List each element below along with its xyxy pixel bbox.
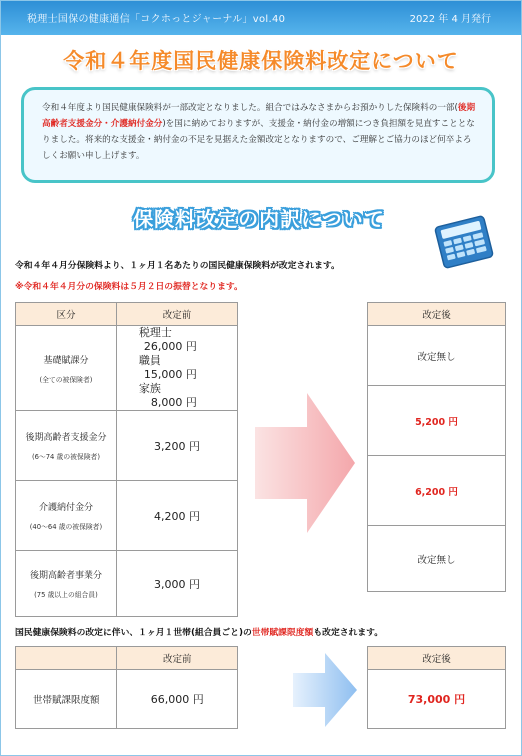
category-label: 後期高齢者支援金分 [25, 433, 107, 443]
category-note: (40～64 歳の被保険者) [29, 523, 103, 531]
notice-highlight: 後期高齢者支援金分・介護納付金分 [42, 103, 476, 129]
row-category [16, 551, 117, 617]
amount: 26,000 円 [143, 340, 197, 353]
arrow-right-icon [255, 393, 355, 533]
limit-after-table [367, 646, 506, 729]
after-value: 5,200 円 [368, 386, 506, 456]
limit-before-value: 66,000 円 [117, 670, 238, 729]
row-category [16, 411, 117, 481]
amount: 3,200 円 [116, 411, 237, 481]
base-amounts [116, 326, 237, 411]
after-value: 6,200 円 [368, 456, 506, 526]
section-title: 保険料改定の内訳について [133, 207, 385, 231]
limit-text-2: も改定されます。 [313, 628, 384, 638]
amount: 8,000 円 [150, 396, 197, 409]
header-before: 改定前 [116, 303, 237, 326]
issue-date: 2022 年 4 月発行 [409, 14, 491, 25]
newsletter-name: 税理士国保の健康通信「コクホっとジャーナル」vol.40 [27, 14, 286, 25]
after-table [367, 302, 506, 592]
revision-statement: 令和４年４月分保険料より、１ヶ月１名あたりの国民健康保険料が改定されます。 [15, 261, 340, 271]
header-blank [16, 647, 117, 670]
notice-text-1: 令和４年度より国民健康保険料が一部改定となりました。組合ではみなさまからお預かりした保険料の一部( [42, 103, 458, 113]
amount: 15,000 円 [143, 368, 197, 381]
notice-text-2: )を国に納めておりますが、支援金・納付金の増額につき負担額を見直すこととなりました。将来的な支援金・納付金の不足を見据えた金額改定となりますので、ご理解とご協力のほど何卒よろしくお願い申し上げます。 [42, 119, 475, 161]
row-category [16, 481, 117, 551]
limit-label: 世帯賦課限度額 [16, 670, 117, 729]
row-category [16, 326, 117, 411]
debit-note: ※令和４年４月分の保険料は５月２日の振替となります。 [15, 282, 243, 292]
category-note: (6～74 歳の被保険者) [31, 453, 100, 461]
category-label: 基礎賦課分 [43, 355, 89, 366]
limit-highlight: 世帯賦課限度額 [251, 628, 314, 638]
header-after: 改定後 [368, 303, 506, 326]
header-before: 改定前 [117, 647, 238, 670]
member-type: 家族 [138, 382, 161, 395]
notice-box [21, 87, 495, 183]
before-table [15, 302, 238, 617]
limit-before-table [15, 646, 238, 729]
amount: 3,000 円 [116, 551, 237, 617]
limit-after-value: 73,000 円 [368, 670, 506, 729]
category-note: (全ての被保険者) [39, 375, 93, 384]
member-type: 職員 [138, 354, 161, 367]
category-label: 後期高齢者事業分 [29, 571, 102, 581]
amount: 4,200 円 [116, 481, 237, 551]
section-heading [109, 197, 409, 235]
header-category: 区分 [16, 303, 117, 326]
header-after: 改定後 [368, 647, 506, 670]
category-label: 介護納付金分 [38, 503, 93, 513]
arrow-right-icon [293, 653, 357, 727]
after-value: 改定無し [368, 326, 506, 386]
calculator-icon [431, 215, 497, 269]
limit-statement [15, 625, 383, 638]
header-bar [1, 1, 521, 35]
page-title: 令和４年度国民健康保険料改定について [63, 49, 459, 73]
member-type: 税理士 [138, 326, 172, 339]
limit-text-1: 国民健康保険料の改定に伴い、１ヶ月１世帯(組合員ごと)の [15, 628, 252, 638]
category-note: (75 歳以上の組合員) [34, 591, 98, 599]
after-value: 改定無し [368, 526, 506, 592]
